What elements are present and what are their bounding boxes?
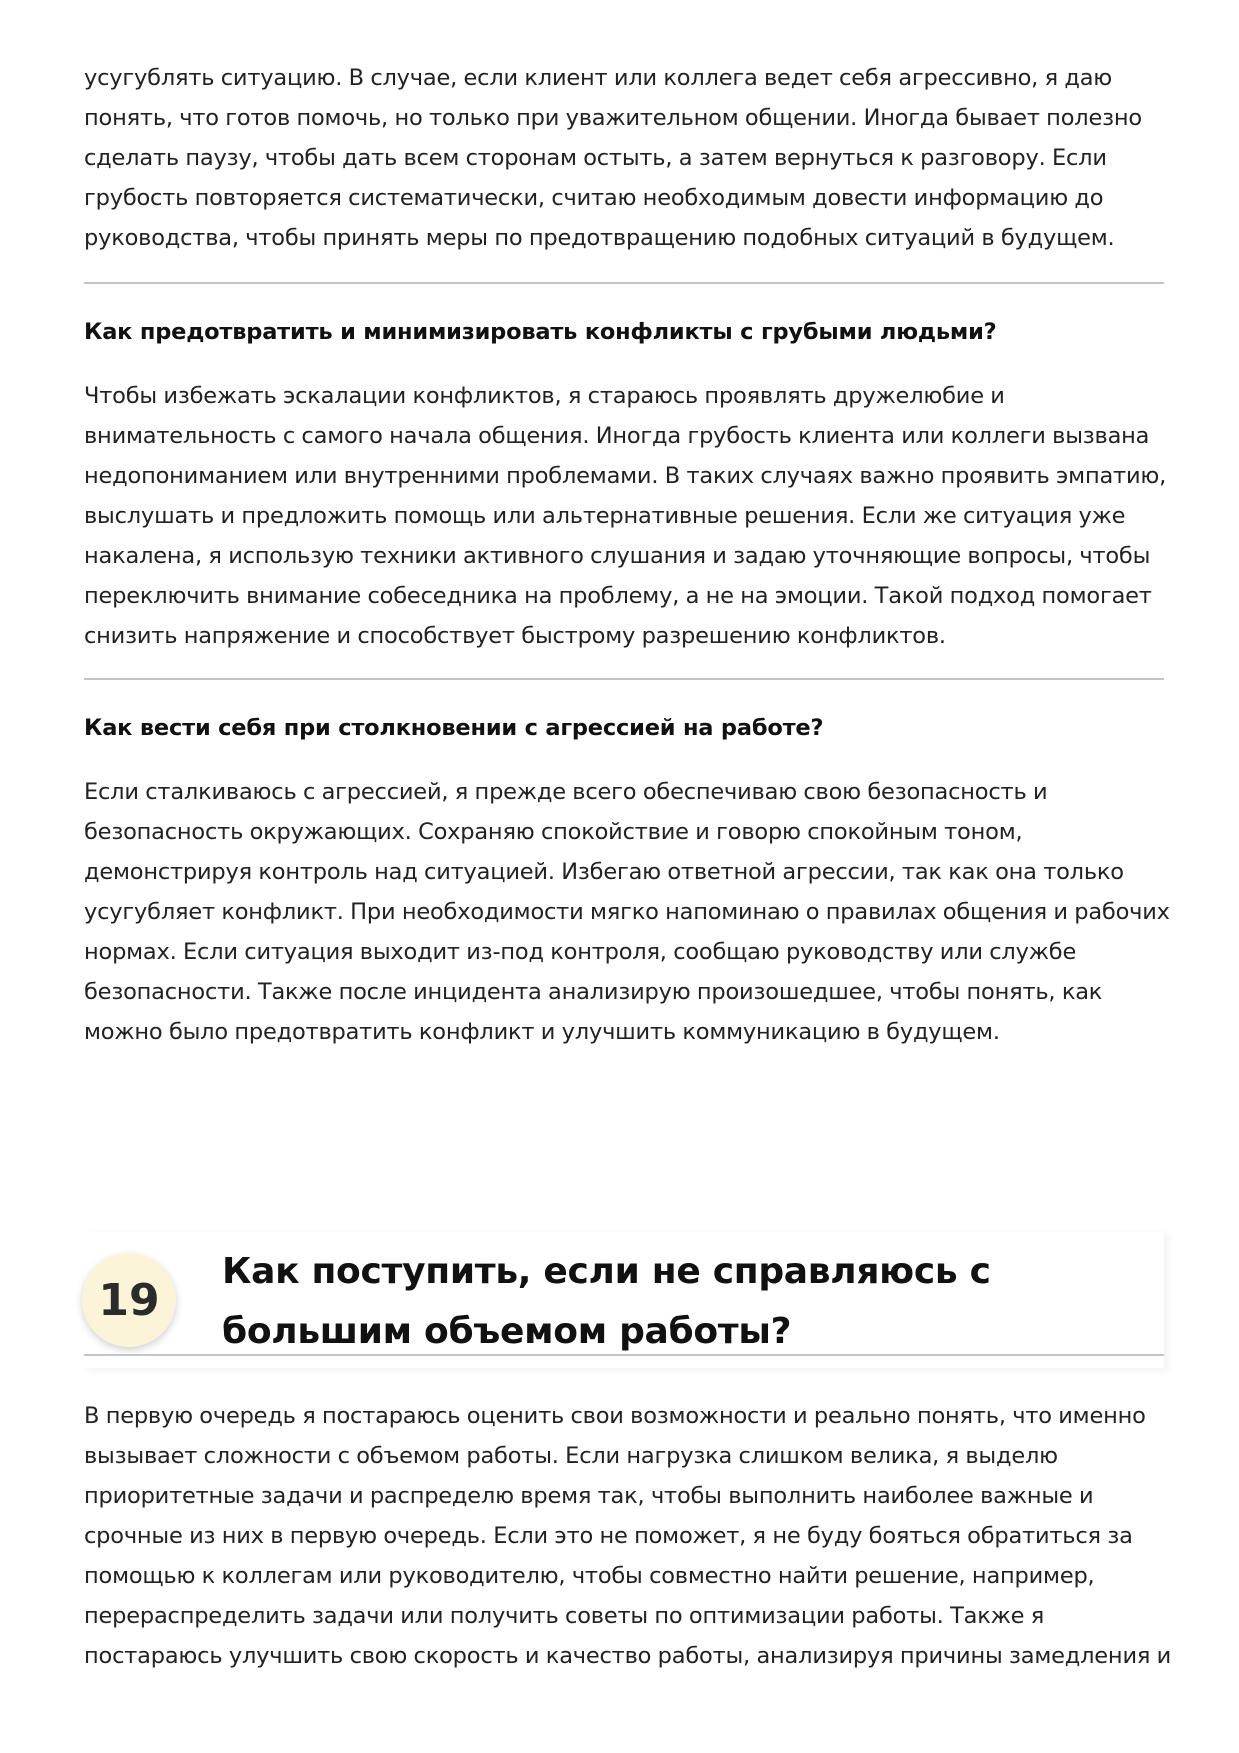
answer-paragraph-continued: усугублять ситуацию. В случае, если клиент или коллега ведет себя агрессивно, я даю понять, что готов помочь, но только при уважительном общении. Иногда бывает полезно сделать паузу, чтобы дать всем сторонам остыть, а затем вернуться к разговору. Если грубость повторяется систематически, считаю необходимым довести информацию до руководства, чтобы принять меры по предотвращению подобных ситуаций в будущем. <box>84 65 1142 251</box>
divider <box>84 678 1164 680</box>
question-heading: Как вести себя при столкновении с агрессией на работе? <box>84 715 824 741</box>
divider <box>84 282 1164 284</box>
question-heading: Как предотвратить и минимизировать конфликты с грубыми людьми? <box>84 319 997 345</box>
section-answer-paragraph: В первую очередь я постараюсь оценить свои возможности и реально понять, что именно вызывает сложности с объемом работы. Если нагрузка слишком велика, я выделю приоритетные задачи и распределю время так, чтобы выполнить наиболее важные и срочные из них в первую очередь. Если это не поможет, я не буду бояться обратиться за помощью к коллегам или руководителю, чтобы совместно найти решение, например, перераспределить задачи или получить советы по оптимизации работы. Также я постараюсь улучшить свою скорость и качество работы, анализируя причины замедления и <box>84 1403 1172 1669</box>
section-title: Как поступить, если не справляюсь с большим объемом работы? <box>222 1251 991 1352</box>
answer-paragraph: Если сталкиваюсь с агрессией, я прежде всего обеспечиваю свою безопасность и безопасность окружающих. Сохраняю спокойствие и говорю спокойным тоном, демонстрируя контроль над ситуацией. Избегаю ответной агрессии, так как она только усугубляет конфликт. При необходимости мягко напоминаю о правилах общения и рабочих нормах. Если ситуация выходит из-под контроля, сообщаю руководству или службе безопасности. Также после инцидента анализирую произошедшее, чтобы понять, как можно было предотвратить конфликт и улучшить коммуникацию в будущем. <box>84 779 1170 1045</box>
answer-paragraph: Чтобы избежать эскалации конфликтов, я стараюсь проявлять дружелюбие и внимательность с самого начала общения. Иногда грубость клиента или коллеги вызвана недопониманием или внутренними проблемами. В таких случаях важно проявить эмпатию, выслушать и предложить помощь или альтернативные решения. Если же ситуация уже накалена, я использую техники активного слушания и задаю уточняющие вопросы, чтобы переключить внимание собеседника на проблему, а не на эмоции. Такой подход помогает снизить напряжение и способствует быстрому разрешению конфликтов. <box>84 383 1167 649</box>
section-number-badge: 19 <box>82 1253 176 1347</box>
section-divider <box>84 1354 1164 1356</box>
